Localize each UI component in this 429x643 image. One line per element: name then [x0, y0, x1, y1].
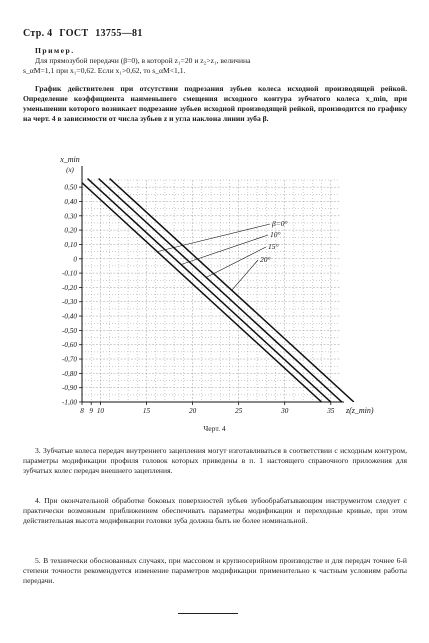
series-label: β=0° — [272, 219, 288, 228]
series-label: 10° — [270, 230, 281, 239]
x-tick-label: 30 — [281, 407, 289, 415]
chart-labels — [59, 155, 374, 415]
y-tick-label: -0,90 — [62, 384, 77, 393]
chart-series — [77, 179, 353, 402]
x-tick-label: 20 — [188, 407, 197, 415]
y-axis-subtitle: (x) — [66, 166, 74, 174]
y-tick-label: 0,20 — [64, 226, 77, 235]
y-tick-label: 0,30 — [64, 212, 77, 221]
standard-label: ГОСТ — [59, 28, 89, 39]
item-5-text: 5. В технически обоснованных случаях, при массовом и крупносерийном производстве и для передач точнее 6-й степени точности рекомендуется изменение параметров модификации применительно к частным условиям работы передачи. — [23, 556, 407, 585]
y-tick-label: -0,10 — [62, 269, 77, 278]
example-heading: Пример. — [35, 46, 75, 55]
y-tick-label: -1,00 — [62, 398, 77, 407]
series-line — [99, 179, 342, 402]
x-tick-label: 9 — [89, 407, 94, 415]
page-header — [23, 28, 147, 39]
x-tick-label: 8 — [80, 407, 84, 415]
y-tick-label: -0,70 — [62, 355, 77, 364]
y-axis-title: x_min — [60, 155, 80, 164]
x-tick-label: 10 — [96, 407, 105, 415]
xmin-chart — [40, 150, 374, 418]
y-tick-label: -0,60 — [62, 341, 77, 350]
series-leader-line — [181, 235, 268, 265]
y-tick-label: -0,30 — [62, 298, 77, 307]
item-3 — [23, 446, 407, 476]
y-tick-label: 0 — [73, 255, 77, 264]
item-4-text: 4. При окончательной обработке боковых поверхностей зубьев зубообрабатывающим инструментом следует с практически возможным приближением обеспечивать параметры модификации и переходные кривые, при этом действительная высота модификации головки зуба должна быть не более номинальной. — [23, 496, 407, 525]
y-tick-label: 0,50 — [64, 183, 77, 192]
standard-number: 13755—81 — [95, 28, 143, 39]
example-line-1: Для прямозубой передачи (β=0), в которой z₁=20 и z₂>z₁, величина — [35, 56, 251, 65]
series-leader-line — [206, 247, 266, 277]
y-tick-label: 0,40 — [64, 197, 77, 206]
footer-rule — [178, 613, 238, 614]
y-tick-label: -0,20 — [62, 283, 77, 292]
series-label: 20° — [260, 255, 271, 264]
item-5 — [23, 556, 407, 586]
item-4 — [23, 496, 407, 526]
item-3-text: 3. Зубчатые колеса передач внутреннего зацепления могут изготавливаться в соответствии с исходным контуром, параметры модификации профиля головок которых приведены в п. 1 настоящего справочного приложения для зубчатых колес передач внешнего зацепления. — [23, 446, 407, 475]
series-line — [77, 179, 321, 402]
figure-caption: Черт. 4 — [203, 424, 226, 433]
graph-paragraph — [23, 84, 407, 124]
y-tick-label: -0,50 — [62, 326, 77, 335]
x-tick-label: 15 — [142, 407, 151, 415]
x-tick-label: 35 — [327, 407, 335, 415]
y-tick-label: -0,80 — [62, 369, 77, 378]
example-line-2: s_αM=1,1 при x₁=0,62. Если x₁>0,62, то s_αM<1,1. — [23, 66, 186, 75]
y-tick-label: -0,40 — [62, 312, 77, 321]
page-number: Стр. 4 — [23, 28, 53, 39]
graph-paragraph-text: График действителен при отсутствии подрезания зубьев колеса исходной производящей рейкой. Определение коэффициента наименьшего смещения исходного контура зубчатого колеса x_min, при уменьшении которого возникает подрезание зубьев исходной производящей рейкой, производится по графику на черт. 4 в зависимости от числа зубьев z и угла наклона линии зуба β. — [23, 84, 407, 123]
x-axis-title: z(z_min) — [346, 406, 374, 415]
x-tick-label: 25 — [235, 407, 243, 415]
series-label: 15° — [268, 242, 279, 251]
series-line — [88, 179, 331, 402]
example-block — [23, 46, 407, 76]
series-leader-line — [232, 260, 258, 290]
y-tick-label: 0,10 — [64, 240, 77, 249]
